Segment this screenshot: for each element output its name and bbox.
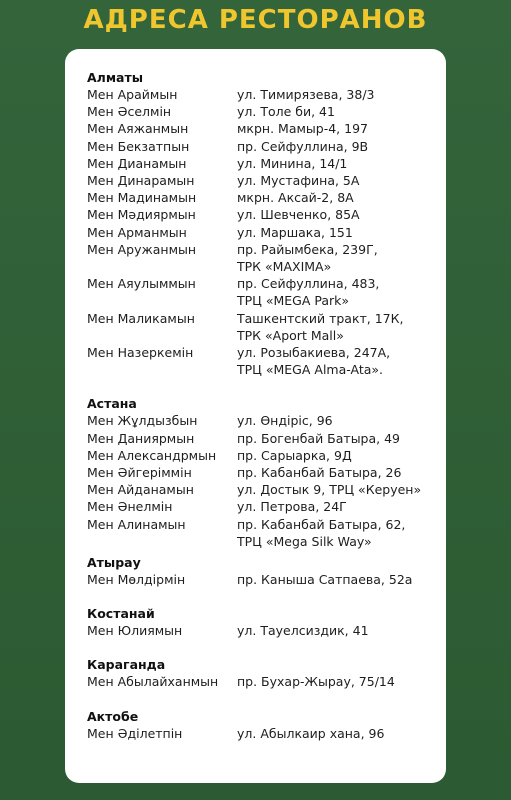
list-item — [87, 241, 446, 275]
restaurant-address: мкрн. Мамыр-4, 197 — [237, 121, 368, 137]
city-section-almaty — [87, 69, 446, 378]
restaurant-name: Мен Әйгеріммін — [87, 465, 192, 481]
restaurant-address: ул. Тимирязева, 38/3 — [237, 87, 375, 102]
city-heading: Костанай — [87, 606, 155, 622]
restaurant-name: Мен Бекзатпын — [87, 138, 190, 154]
list-item — [87, 516, 446, 550]
restaurant-name: Мен Абылайханмын — [87, 674, 219, 690]
list-item — [87, 571, 446, 588]
restaurant-address: ул. Маршака, 151 — [237, 224, 353, 240]
city-section-atyrau — [87, 554, 446, 588]
section-spacer — [87, 639, 446, 656]
restaurant-address: ул. Мустафина, 5А — [237, 173, 360, 189]
restaurant-address: пр. Кабанбай Батыра, 62, ТРЦ «Mega Silk Way» — [237, 516, 406, 549]
restaurant-address: пр. Сейфуллина, 9В — [237, 138, 369, 154]
list-item — [87, 622, 446, 639]
restaurant-address: ул. Шевченко, 85А — [237, 207, 360, 223]
list-item — [87, 206, 446, 223]
list-item — [87, 498, 446, 515]
restaurant-name: Мен Әділетпін — [87, 725, 183, 741]
restaurant-address: ул. Толе би, 41 — [237, 104, 335, 120]
city-heading: Караганда — [87, 657, 166, 673]
restaurant-name: Мен Жұлдызбын — [87, 413, 198, 429]
restaurant-address: пр. Каныша Сатпаева, 52а — [237, 572, 413, 588]
restaurant-name: Мен Араймын — [87, 87, 178, 102]
list-item — [87, 189, 446, 206]
list-item — [87, 673, 446, 690]
city-section-kostanay — [87, 605, 446, 639]
section-spacer — [87, 691, 446, 708]
restaurant-address: пр. Сейфуллина, 483, ТРЦ «MEGA Park» — [237, 276, 380, 309]
section-spacer — [87, 378, 446, 395]
restaurant-address: ул. Өндіріс, 96 — [237, 413, 333, 429]
restaurant-address: пр. Сарыарка, 9Д — [237, 447, 352, 463]
restaurant-address: пр. Кабанбай Батыра, 26 — [237, 465, 402, 481]
city-heading: Атырау — [87, 555, 141, 571]
restaurant-name: Мен Әнелмін — [87, 499, 173, 515]
city-section-aktobe — [87, 708, 446, 742]
list-item — [87, 430, 446, 447]
restaurant-address: пр. Райымбека, 239Г, ТРК «MAXIMA» — [237, 241, 378, 275]
restaurant-name: Мен Айданамын — [87, 482, 194, 498]
list-item — [87, 120, 446, 137]
section-spacer — [87, 588, 446, 605]
restaurant-name: Мен Алинамын — [87, 516, 186, 532]
list-item — [87, 344, 446, 378]
restaurant-name: Мен Аружанмын — [87, 241, 197, 257]
restaurant-address: ул. Достык 9, ТРЦ «Керуен» — [237, 482, 422, 498]
restaurant-name: Мен Арманмын — [87, 224, 187, 240]
list-item — [87, 86, 446, 103]
restaurant-name: Мен Динарамын — [87, 173, 195, 189]
list-item — [87, 224, 446, 241]
city-section-astana — [87, 395, 446, 550]
restaurant-name: Мен Назеркемін — [87, 345, 194, 361]
addresses-card — [65, 49, 446, 783]
restaurant-address: мкрн. Аксай-2, 8А — [237, 190, 354, 206]
city-heading: Астана — [87, 396, 137, 412]
list-item — [87, 275, 446, 309]
list-item — [87, 725, 446, 742]
restaurant-name: Мен Данияpмын — [87, 430, 195, 446]
restaurant-address: ул. Тауелсиздик, 41 — [237, 623, 369, 639]
restaurant-name: Мен Мәдиярмын — [87, 207, 196, 223]
restaurant-name: Мен Маликамын — [87, 310, 195, 326]
list-item — [87, 138, 446, 155]
restaurant-name: Мен Юлиямын — [87, 623, 183, 639]
list-item — [87, 310, 446, 344]
city-heading: Алматы — [87, 70, 144, 85]
page-title: АДРЕСА РЕСТОРАНОВ — [83, 5, 428, 35]
restaurant-address: пр. Бухар-Жырау, 75/14 — [237, 674, 395, 690]
restaurant-address: ул. Розыбакиева, 247А, ТРЦ «MEGA Alma-Ata». — [237, 345, 391, 378]
list-item — [87, 481, 446, 498]
restaurant-address: ул. Петрова, 24Г — [237, 499, 347, 515]
restaurant-address: ул. Минина, 14/1 — [237, 155, 348, 171]
restaurant-name: Мен Аяулыммын — [87, 276, 196, 292]
restaurant-name: Мен Әселмін — [87, 104, 172, 120]
restaurant-name: Мен Дианамын — [87, 155, 187, 171]
restaurant-address: ул. Абылкаир хана, 96 — [237, 725, 385, 741]
city-heading: Актобе — [87, 708, 139, 724]
city-section-karaganda — [87, 656, 446, 690]
list-item — [87, 155, 446, 172]
restaurant-address: пр. Богенбай Батыра, 49 — [237, 430, 401, 446]
restaurant-address: Ташкентский тракт, 17К, ТРК «Aport Mall» — [237, 310, 404, 343]
restaurant-name: Мен Аяжанмын — [87, 121, 189, 137]
restaurant-name: Мен Мөлдірмін — [87, 572, 186, 588]
list-item — [87, 412, 446, 429]
list-item — [87, 103, 446, 120]
restaurant-name: Мен Александрмын — [87, 447, 217, 463]
list-item — [87, 464, 446, 481]
restaurant-name: Мен Мадинамын — [87, 190, 197, 206]
list-item — [87, 447, 446, 464]
list-item — [87, 172, 446, 189]
